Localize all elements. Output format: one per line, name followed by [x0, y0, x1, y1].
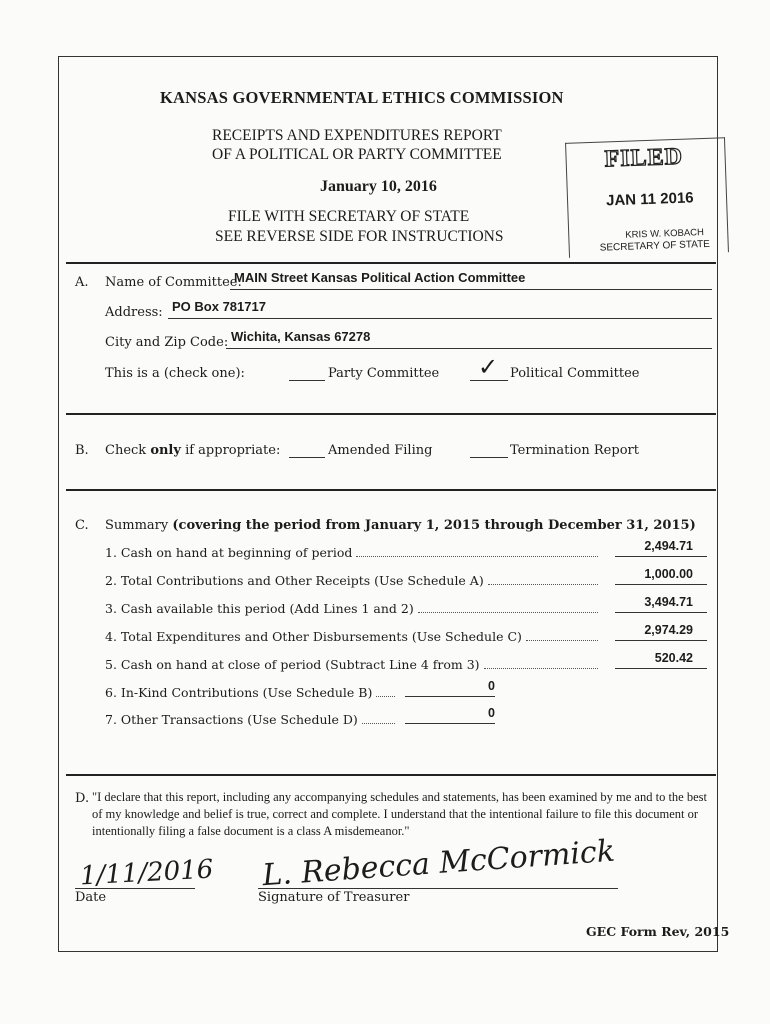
checkmark-icon: ✓ [478, 354, 499, 381]
date-handwritten[interactable]: 1/11/2016 [79, 854, 215, 892]
city-zip-value[interactable]: Wichita, Kansas 67278 [231, 329, 371, 344]
summary-period: (covering the period from January 1, 2015 through December 31, 2015) [172, 518, 696, 533]
amount-underline [615, 668, 707, 669]
divider [66, 262, 716, 264]
leader-dots [526, 640, 598, 641]
amended-filing-option: Amended Filing [328, 443, 433, 458]
amount-underline [615, 556, 707, 557]
signature-label: Signature of Treasurer [258, 890, 410, 905]
summary-heading [105, 518, 696, 533]
summary-row-label: 3. Cash available this period (Add Lines 1 and 2) [105, 601, 414, 616]
amount-underline [615, 612, 707, 613]
underline [258, 888, 618, 889]
underline [75, 888, 195, 889]
check-label-bold: only [150, 443, 181, 458]
leader-dots [488, 584, 598, 585]
leader-dots [362, 723, 395, 724]
date-label: Date [75, 890, 107, 905]
form-revision: GEC Form Rev, 2015 [586, 924, 730, 939]
termination-report-checkbox[interactable] [470, 457, 508, 458]
agency-title: KANSAS GOVERNMENTAL ETHICS COMMISSION [160, 88, 564, 107]
leader-dots [356, 556, 598, 557]
summary-row-value[interactable]: 1,000.00 [644, 567, 693, 581]
stamp-date: JAN 11 2016 [605, 189, 694, 210]
summary-row-label: 7. Other Transactions (Use Schedule D) [105, 712, 358, 727]
political-committee-option: Political Committee [510, 366, 640, 381]
section-d-letter: D. [75, 791, 90, 806]
underline [226, 348, 712, 349]
underline [230, 289, 712, 290]
section-c-letter: C. [75, 518, 89, 533]
amount-underline [615, 584, 707, 585]
instructions-note: SEE REVERSE SIDE FOR INSTRUCTIONS [215, 228, 504, 245]
check-label-pre: Check [105, 443, 151, 458]
summary-row-value[interactable]: 520.42 [654, 651, 693, 665]
party-committee-option: Party Committee [328, 366, 440, 381]
summary-row-value[interactable]: 3,494.71 [644, 595, 693, 609]
divider [66, 413, 716, 415]
filed-stamp [565, 137, 729, 258]
committee-type-label: This is a (check one): [105, 366, 245, 381]
stamp-official-name: KRIS W. KOBACH [625, 227, 705, 241]
termination-report-option: Termination Report [510, 443, 639, 458]
treasurer-signature[interactable]: L. Rebecca McCormick [261, 833, 617, 894]
summary-row-value[interactable]: 0 [488, 679, 495, 693]
summary-row-label: 2. Total Contributions and Other Receipts (Use Schedule A) [105, 573, 484, 588]
check-label-post: if appropriate: [180, 443, 281, 458]
file-instruction: FILE WITH SECRETARY OF STATE [228, 208, 470, 225]
summary-row-label: 5. Cash on hand at close of period (Subtract Line 4 from 3) [105, 657, 480, 672]
divider [66, 489, 716, 491]
amount-underline [615, 640, 707, 641]
summary-row-label: 6. In-Kind Contributions (Use Schedule B) [105, 685, 373, 700]
committee-name-label: Name of Committee: [105, 275, 242, 290]
section-b-label [105, 443, 280, 458]
stamp-office: SECRETARY OF STATE [599, 238, 711, 254]
summary-row-value[interactable]: 2,974.29 [644, 623, 693, 637]
party-committee-checkbox[interactable] [289, 380, 325, 381]
summary-label: Summary [105, 518, 169, 533]
summary-row-label: 4. Total Expenditures and Other Disbursements (Use Schedule C) [105, 629, 522, 644]
report-title-line1: RECEIPTS AND EXPENDITURES REPORT [212, 127, 502, 144]
section-b-letter: B. [75, 443, 89, 458]
summary-row-label: 1. Cash on hand at beginning of period [105, 545, 353, 560]
address-label: Address: [105, 305, 163, 320]
leader-dots [418, 612, 598, 613]
underline [168, 318, 712, 319]
summary-row-value[interactable]: 0 [488, 706, 495, 720]
amount-underline [405, 723, 495, 724]
summary-row-value[interactable]: 2,494.71 [644, 539, 693, 553]
amended-filing-checkbox[interactable] [289, 457, 325, 458]
stamp-filed-text: FILED [604, 143, 684, 173]
section-a-letter: A. [75, 275, 89, 290]
leader-dots [376, 696, 395, 697]
leader-dots [484, 668, 598, 669]
amount-underline [405, 696, 495, 697]
report-title-line2: OF A POLITICAL OR PARTY COMMITTEE [212, 146, 502, 163]
committee-name-value[interactable]: MAIN Street Kansas Political Action Committee [234, 270, 526, 285]
divider [66, 774, 716, 776]
address-value[interactable]: PO Box 781717 [172, 299, 266, 314]
declaration-text: "I declare that this report, including any accompanying schedules and statements, has been examined by me and to the best of my knowledge and belief is true, correct and complete. I understand that the intentional failure to file this document or intentionally filing a false document is a class A misdemeanor." [92, 790, 707, 838]
report-date: January 10, 2016 [320, 178, 437, 195]
city-zip-label: City and Zip Code: [105, 335, 229, 350]
